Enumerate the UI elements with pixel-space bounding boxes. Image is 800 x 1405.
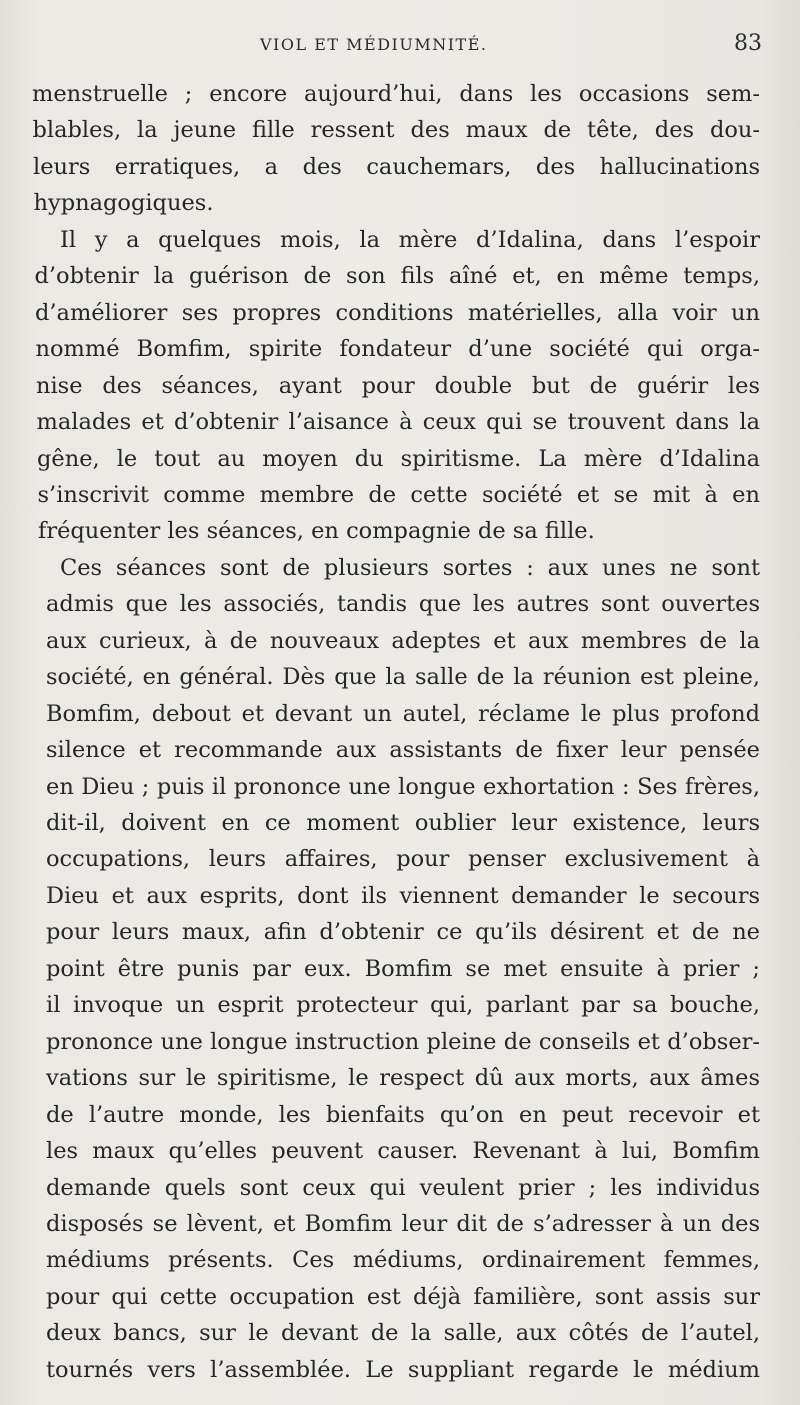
text-line: silence et recommande aux assistants de fixer leur pensée bbox=[46, 737, 760, 764]
text-line: occupations, leurs affaires, pour penser exclusivement à bbox=[46, 846, 760, 873]
text-line: admis que les associés, tandis que les autres sont ouvertes bbox=[46, 591, 760, 618]
text-line: dit-il, doivent en ce moment oublier leur existence, leurs bbox=[46, 810, 760, 836]
text-line: malades et d’obtenir l’aisance à ceux qui se trouvent dans la bbox=[36, 409, 760, 436]
text-line: s’inscrivit comme membre de cette société et se mit à en bbox=[37, 481, 760, 508]
running-head bbox=[0, 31, 800, 61]
text-line: menstruelle ; encore aujourd’hui, dans les occasions sem- bbox=[32, 81, 760, 107]
text-line: demande quels sont ceux qui veulent prier ; les individus bbox=[46, 1174, 760, 1201]
text-line: aux curieux, à de nouveaux adeptes et aux membres de la bbox=[46, 627, 760, 654]
text-line: Il y a quelques mois, la mère d’Idalina, dans l’espoir bbox=[60, 226, 760, 253]
text-line: pour leurs maux, afin d’obtenir ce qu’ils désirent et de ne bbox=[46, 919, 760, 946]
running-title: VIOL ET MÉDIUMNITÉ. bbox=[260, 35, 488, 54]
text-line: d’obtenir la guérison de son fils aîné et, en même temps, bbox=[34, 263, 760, 290]
text-line: Bomfim, debout et devant un autel, réclame le plus profond bbox=[46, 700, 760, 727]
text-line: prononce une longue instruction pleine de conseils et d’obser- bbox=[46, 1028, 760, 1055]
text-line: d’améliorer ses propres conditions matérielles, alla voir un bbox=[35, 299, 760, 326]
text-line: de l’autre monde, les bienfaits qu’on en peut recevoir et bbox=[46, 1101, 760, 1128]
text-line: vations sur le spiritisme, le respect dû aux morts, aux âmes bbox=[46, 1065, 760, 1092]
text-line: blables, la jeune fille ressent des maux de tête, des dou- bbox=[32, 117, 760, 144]
text-line: point être punis par eux. Bomfim se met ensuite à prier ; bbox=[46, 955, 760, 982]
text-line: nise des séances, ayant pour double but de guérir les bbox=[36, 372, 760, 399]
text-line: leurs erratiques, a des cauchemars, des hallucinations bbox=[33, 153, 760, 180]
text-line: il invoque un esprit protecteur qui, parlant par sa bouche, bbox=[46, 992, 760, 1019]
text-line: nommé Bomfim, spirite fondateur d’une société qui orga- bbox=[35, 336, 760, 363]
text-line: disposés se lèvent, et Bomfim leur dit de s’adresser à un des bbox=[46, 1210, 760, 1237]
text-line: pour qui cette occupation est déjà familière, sont assis sur bbox=[46, 1283, 760, 1310]
text-line: tournés vers l’assemblée. Le suppliant regarde le médium bbox=[46, 1356, 760, 1383]
text-line: fréquenter les séances, en compagnie de sa fille. bbox=[38, 518, 595, 545]
text-line: gêne, le tout au moyen du spiritisme. La mère d’Idalina bbox=[37, 445, 760, 472]
page-number: 83 bbox=[734, 31, 762, 56]
text-line: deux bancs, sur le devant de la salle, aux côtés de l’autel, bbox=[46, 1320, 760, 1347]
text-line: médiums présents. Ces médiums, ordinairement femmes, bbox=[46, 1247, 760, 1274]
text-line: les maux qu’elles peuvent causer. Revenant à lui, Bomfim bbox=[46, 1138, 760, 1165]
text-line: hypnagogiques. bbox=[33, 190, 214, 217]
text-line: société, en général. Dès que la salle de la réunion est pleine, bbox=[46, 664, 760, 691]
text-line: en Dieu ; puis il prononce une longue exhortation : Ses frères, bbox=[46, 773, 760, 800]
text-line: Dieu et aux esprits, dont ils viennent demander le secours bbox=[46, 882, 760, 909]
text-line: Ces séances sont de plusieurs sortes : aux unes ne sont bbox=[60, 554, 760, 581]
